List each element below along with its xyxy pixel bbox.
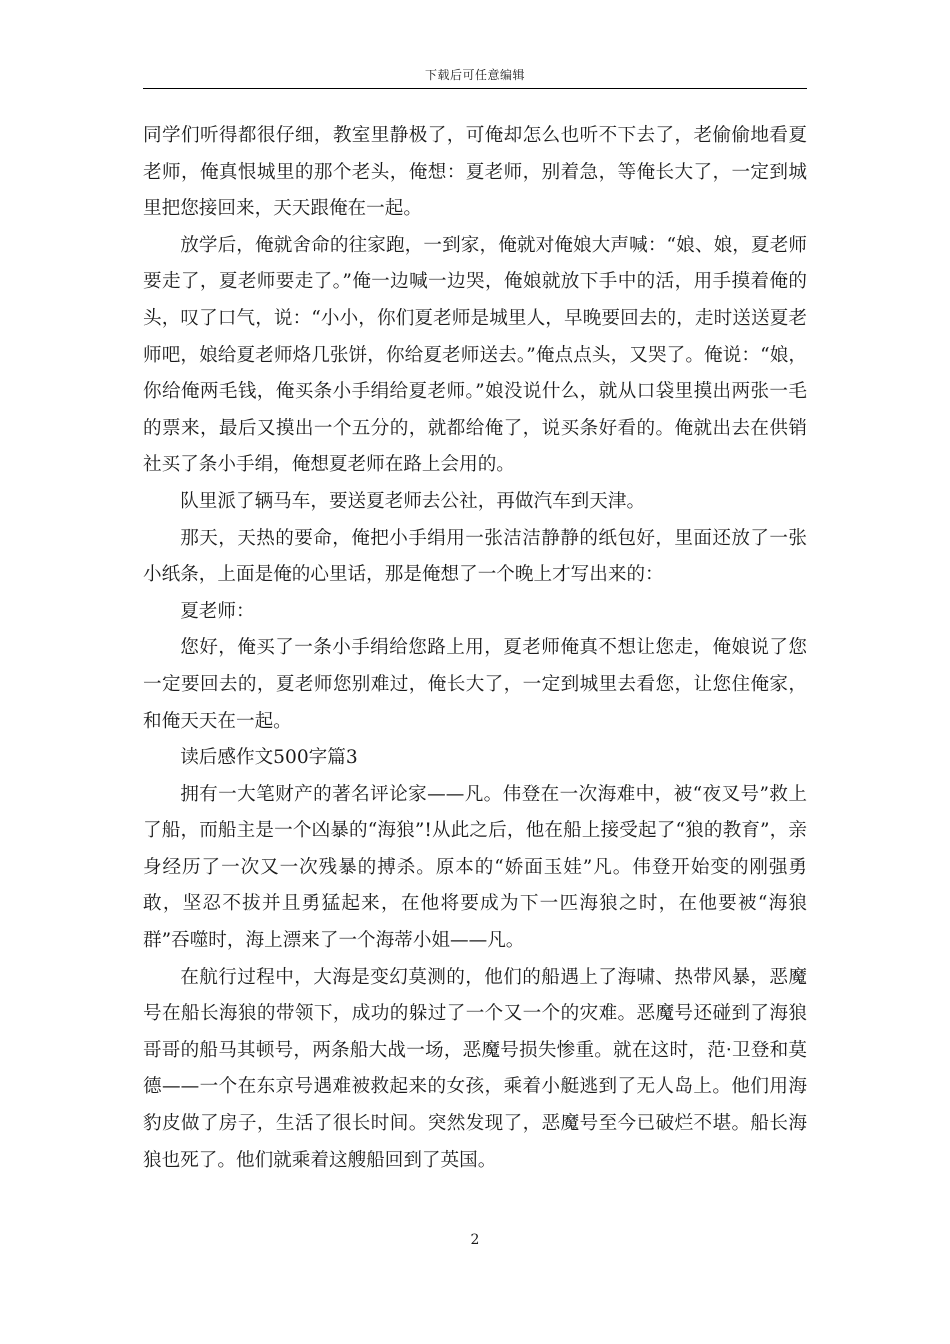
header-divider <box>143 88 807 89</box>
paragraph: 那天，天热的要命，俺把小手绢用一张洁洁静静的纸包好，里面还放了一张小纸条，上面是俺的心里话，那是俺想了一个晚上才写出来的： <box>143 527 807 586</box>
paragraph: 放学后，俺就舍命的往家跑，一到家，俺就对俺娘大声喊：“娘、娘，夏老师要走了，夏老师要走了。”俺一边喊一边哭，俺娘就放下手中的活，用手摸着俺的头，叹了口气，说：“小小，你们夏老师是城里人，早晚要回去的，走时送送夏老师吧，娘给夏老师烙几张饼，你给夏老师送去。”俺点点头，又哭了。俺说：“娘，你给俺两毛钱，俺买条小手绢给夏老师。”娘没说什么，就从口袋里摸出两张一毛的票来，最后又摸出一个五分的，就都给俺了，说买条好看的。俺就出去在供销社买了条小手绢，俺想夏老师在路上会用的。 <box>143 234 807 476</box>
paragraph: 同学们听得都很仔细，教室里静极了，可俺却怎么也听不下去了，老偷偷地看夏老师，俺真恨城里的那个老头，俺想：夏老师，别着急，等俺长大了，一定到城里把您接回来，天天跟俺在一起。 <box>143 125 807 220</box>
page-header: 下载后可任意编辑 <box>424 68 525 82</box>
paragraph: 在航行过程中，大海是变幻莫测的，他们的船遇上了海啸、热带风暴，恶魔号在船长海狼的带领下，成功的躲过了一个又一个的灾难。恶魔号还碰到了海狼哥哥的船马其顿号，两条船大战一场，恶魔号损失惨重。就在这时，范·卫登和莫德——一个在东京号遇难被救起来的女孩，乘着小艇逃到了无人岛上。他们用海豹皮做了房子，生活了很长时间。突然发现了，恶魔号至今已破烂不堪。船长海狼也死了。他们就乘着这艘船回到了英国。 <box>143 966 807 1171</box>
paragraph: 队里派了辆马车，要送夏老师去公社，再做汽车到天津。 <box>180 490 646 512</box>
letter-body: 您好，俺买了一条小手绢给您路上用，夏老师俺真不想让您走，俺娘说了您一定要回去的，夏老师您别难过，俺长大了，一定到城里去看您，让您住俺家，和俺天天在一起。 <box>143 637 807 732</box>
document-body <box>143 118 807 1179</box>
section-heading: 读后感作文500字篇3 <box>180 747 358 769</box>
letter-salutation: 夏老师： <box>180 600 255 622</box>
page-number: 2 <box>470 1232 480 1248</box>
paragraph: 拥有一大笔财产的著名评论家——凡。伟登在一次海难中，被“夜叉号”救上了船，而船主是一个凶暴的“海狼”!从此之后，他在船上接受起了“狼的教育”，亲身经历了一次又一次残暴的搏杀。原本的“娇面玉娃”凡。伟登开始变的刚强勇敢，坚忍不拔并且勇猛起来，在他将要成为下一匹海狼之时，在他要被“海狼群”吞噬时，海上漂来了一个海蒂小姐——凡。 <box>143 783 807 952</box>
